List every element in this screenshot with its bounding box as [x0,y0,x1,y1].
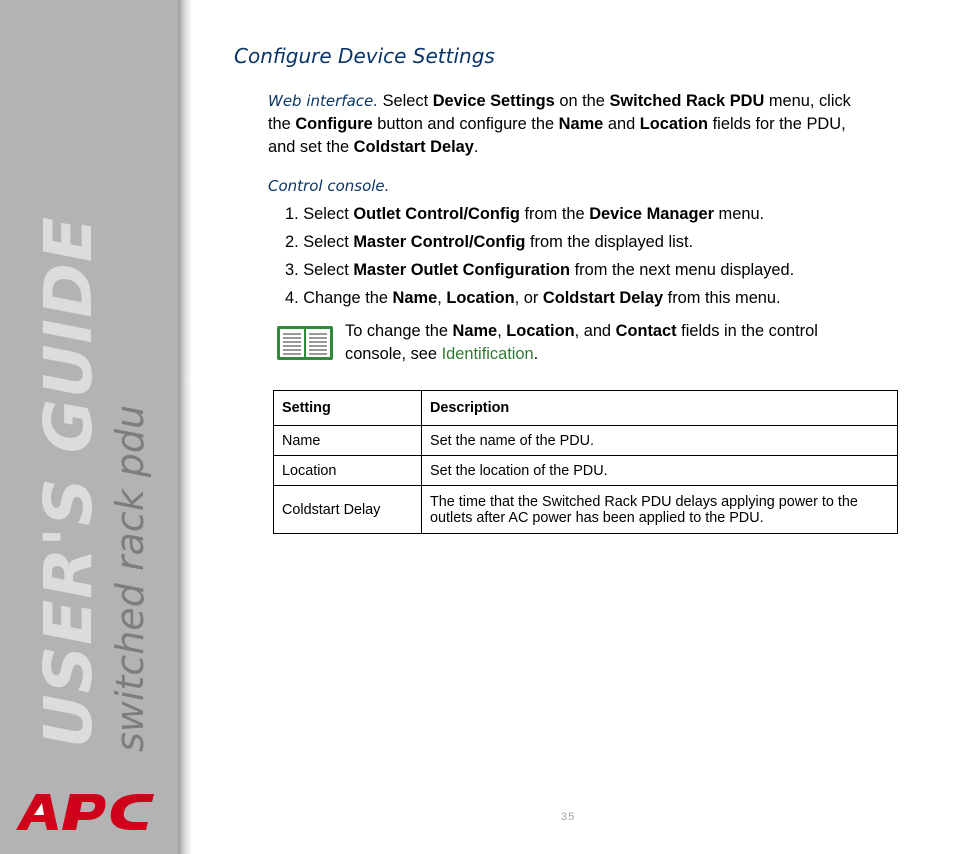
setting-cell: Location [274,456,422,486]
sidebar-shadow [178,0,192,854]
term: Outlet Control/Config [353,205,520,223]
apc-logo [14,792,154,832]
term: Device Settings [432,92,555,110]
term: Switched Rack PDU [609,92,765,110]
text: , [497,322,507,340]
text: 1. Select [285,205,354,223]
settings-table [273,390,898,534]
description-cell: Set the name of the PDU. [422,426,898,456]
term: Configure [295,115,373,133]
list-item [285,286,794,314]
text: and [603,115,640,133]
control-console-steps [285,202,794,314]
control-console-label: Control console. [268,177,390,195]
term: Name [558,115,604,133]
description-cell: The time that the Switched Rack PDU delays applying power to the outlets after AC power has been applied to the PDU. [422,486,898,534]
setting-cell: Name [274,426,422,456]
text: on the [554,92,610,110]
book-icon [276,325,334,361]
list-item [285,202,794,230]
list-item [285,258,794,286]
registered-mark: ® [149,796,153,802]
text: 2. Select [285,233,354,251]
text: menu, click the [268,92,851,133]
list-item [285,230,794,258]
web-interface-paragraph [268,90,868,159]
term: Contact [615,322,677,340]
table-header-row [274,391,898,426]
text: . [473,138,479,156]
term: Name [392,289,438,307]
term: Coldstart Delay [542,289,664,307]
product-subtitle: switched rack pdu [108,404,152,752]
text: menu. [714,205,765,223]
text: from this menu. [663,289,781,307]
page-number: 35 [561,811,576,823]
term: Location [446,289,515,307]
text: To change the [345,322,453,340]
text: from the displayed list. [525,233,694,251]
column-header-setting: Setting [274,391,422,426]
term: Master Control/Config [353,233,526,251]
text: button and configure the [372,115,559,133]
table-row [274,456,898,486]
term: Location [639,115,709,133]
term: Coldstart Delay [353,138,474,156]
text: from the next menu displayed. [570,261,795,279]
text: , and [574,322,616,340]
text: fields for the PDU, and set the [268,115,846,156]
identification-link[interactable]: Identification [441,345,534,363]
text: , [437,289,447,307]
text: 4. Change the [285,289,393,307]
column-header-description: Description [422,391,898,426]
description-cell: Set the location of the PDU. [422,456,898,486]
note-text [345,320,845,366]
users-guide-title: USER'S GUIDE [30,216,107,748]
text: Select [378,92,433,110]
web-interface-label: Web interface. [268,92,379,110]
text: 3. Select [285,261,354,279]
text: from the [519,205,590,223]
table-row [274,486,898,534]
text: fields in the control console, see [345,322,818,363]
term: Location [506,322,575,340]
setting-cell: Coldstart Delay [274,486,422,534]
text: , or [514,289,543,307]
term: Name [452,322,498,340]
table-row [274,426,898,456]
term: Master Outlet Configuration [353,261,571,279]
term: Device Manager [589,205,714,223]
page-title: Configure Device Settings [234,44,495,68]
text: . [533,345,539,363]
